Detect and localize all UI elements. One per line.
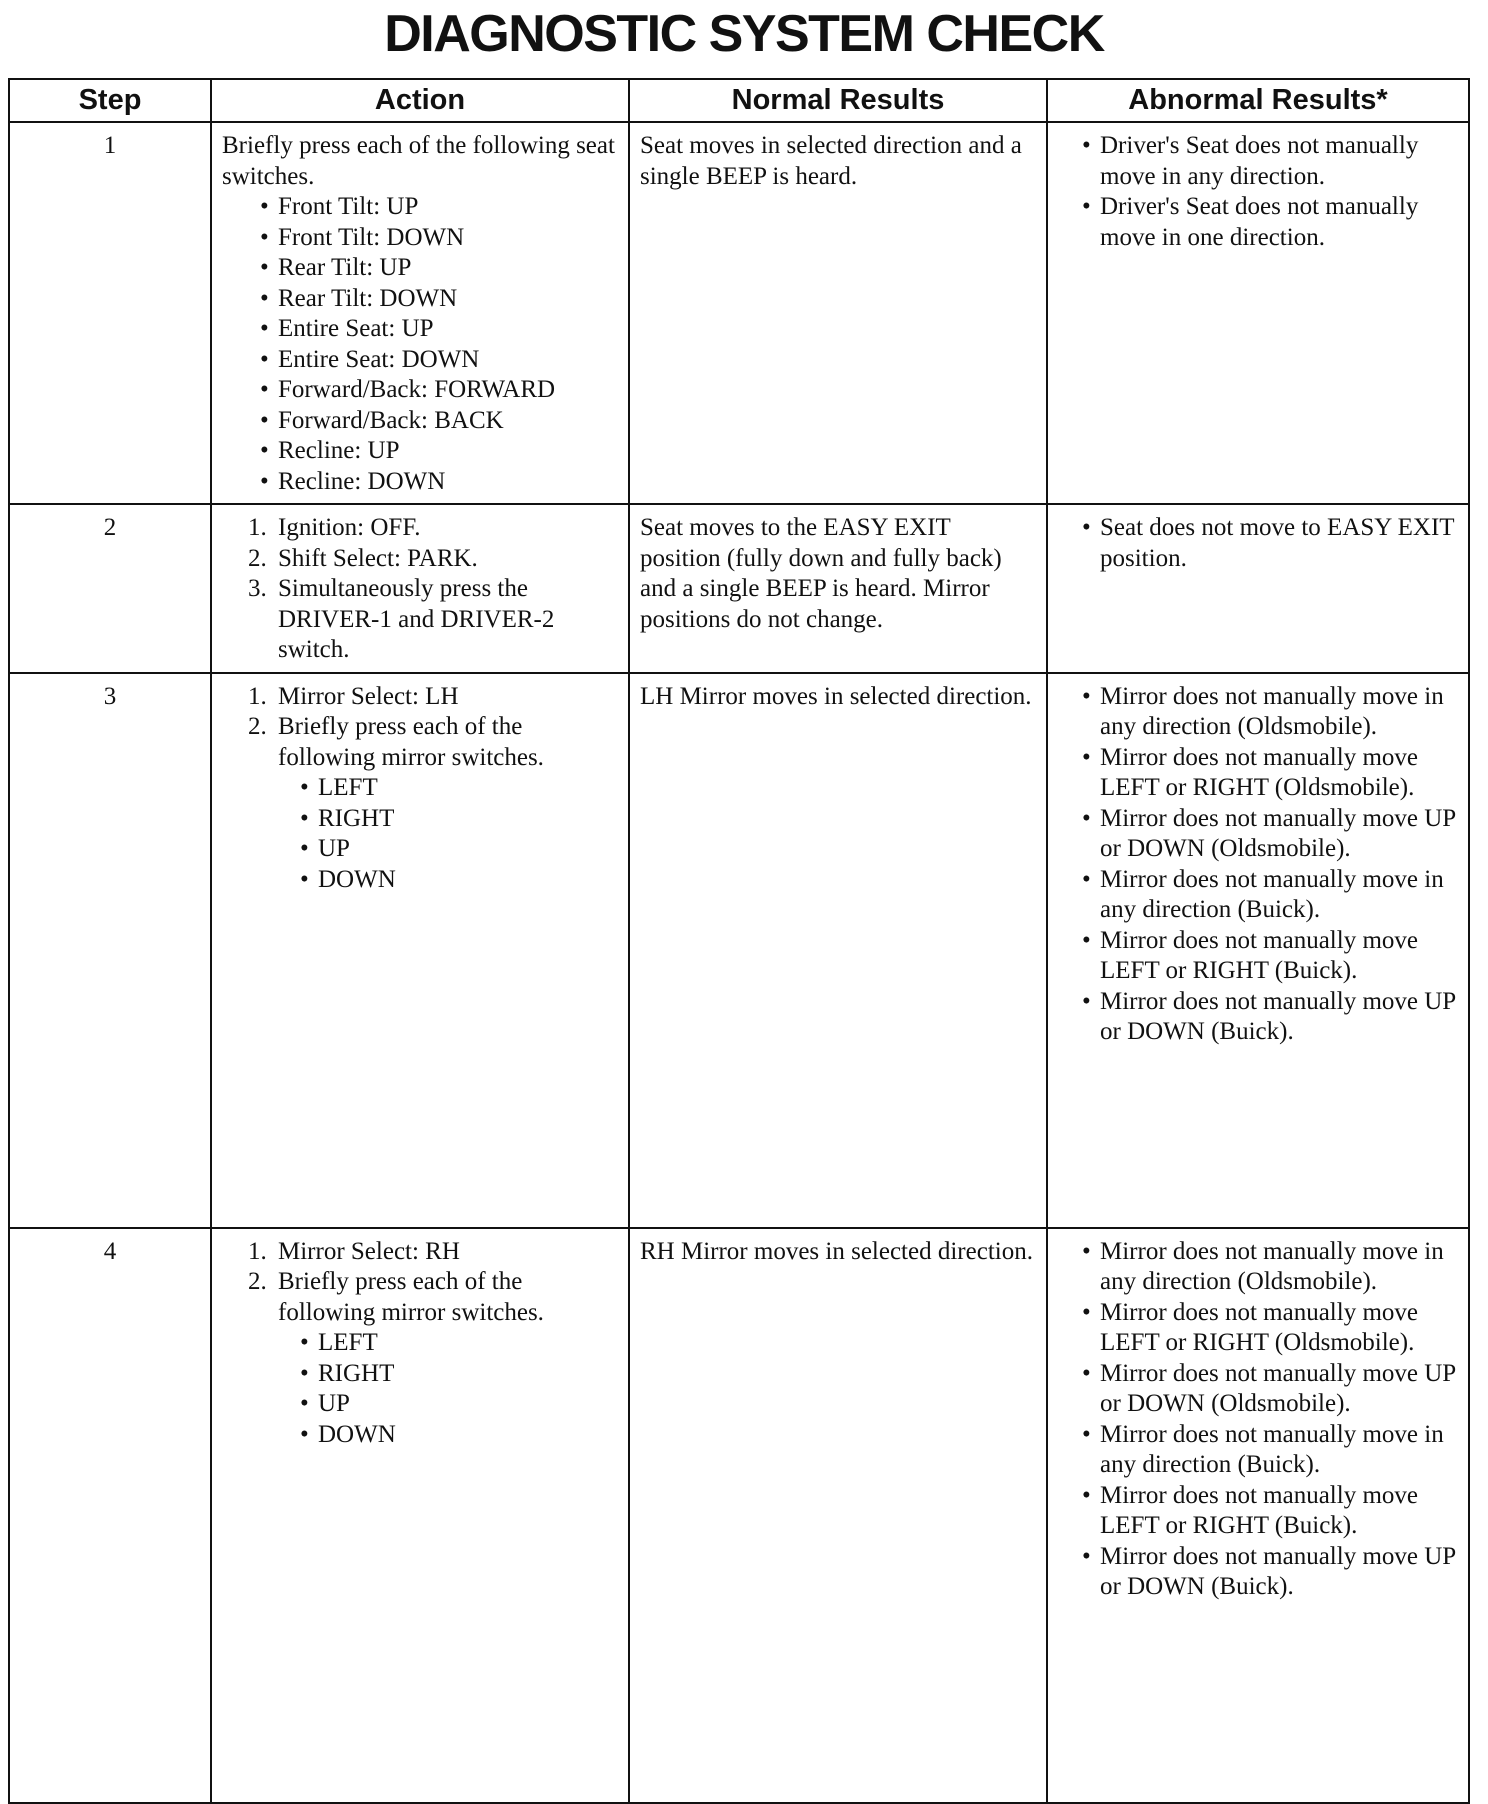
list-item: • Seat does not move to EASY EXIT position. (1082, 513, 1458, 574)
normal-results-cell: LH Mirror moves in selected direction. (629, 673, 1047, 1228)
list-item: • LEFT (300, 1328, 618, 1359)
abnormal-results-cell (1047, 504, 1469, 673)
step-list (222, 513, 618, 666)
list-item: • Mirror does not manually move in any direction (Oldsmobile). (1082, 1237, 1458, 1298)
table-row (9, 122, 1469, 504)
header-normal-results: Normal Results (629, 79, 1047, 122)
list-item: • Front Tilt: UP (260, 192, 618, 223)
header-abnormal-results: Abnormal Results* (1047, 79, 1469, 122)
list-item (248, 682, 618, 713)
list-item: • Mirror does not manually move in any direction (Buick). (1082, 1420, 1458, 1481)
list-item (248, 544, 618, 575)
action-cell (211, 673, 629, 1228)
list-item: • RIGHT (300, 1359, 618, 1390)
action-text: Briefly press each of the following seat switches. (222, 132, 615, 190)
list-number: 2. (248, 544, 267, 572)
abnormal-results-cell (1047, 1228, 1469, 1803)
list-item: • Driver's Seat does not manually move in one direction. (1082, 192, 1458, 253)
list-item: • Recline: UP (260, 436, 618, 467)
switch-list (278, 1328, 618, 1450)
list-item: • Rear Tilt: DOWN (260, 284, 618, 315)
list-number: 2. (248, 713, 267, 740)
list-item (248, 1267, 618, 1450)
list-item: • Forward/Back: BACK (260, 406, 618, 437)
abnormal-list (1058, 131, 1458, 253)
switch-list (278, 773, 618, 895)
list-item (248, 574, 618, 666)
normal-results-cell: Seat moves in selected direction and a single BEEP is heard. (629, 122, 1047, 504)
header-action: Action (211, 79, 629, 122)
action-cell (211, 122, 629, 504)
table-row (9, 673, 1469, 1228)
list-item: • Mirror does not manually move UP or DOWN (Buick). (1082, 987, 1458, 1048)
list-item (248, 712, 618, 895)
list-item: • Mirror does not manually move LEFT or RIGHT (Buick). (1082, 926, 1458, 987)
step-number: 1 (9, 122, 211, 504)
list-item (248, 1237, 618, 1268)
list-item: • Forward/Back: FORWARD (260, 375, 618, 406)
page-title: DIAGNOSTIC SYSTEM CHECK (384, 5, 1104, 63)
header-step: Step (9, 79, 211, 122)
action-cell (211, 504, 629, 673)
list-item: • Mirror does not manually move in any direction (Buick). (1082, 865, 1458, 926)
normal-results-cell: RH Mirror moves in selected direction. (629, 1228, 1047, 1803)
step-number: 3 (9, 673, 211, 1228)
list-text: Briefly press each of the following mirror switches. (278, 713, 544, 771)
list-text: Ignition: OFF. (278, 514, 421, 541)
list-item: • Recline: DOWN (260, 467, 618, 498)
table-row (9, 504, 1469, 673)
list-item: • Mirror does not manually move LEFT or RIGHT (Oldsmobile). (1082, 1298, 1458, 1359)
list-item: • LEFT (300, 773, 618, 804)
list-number: 2. (248, 1268, 267, 1295)
list-item (248, 513, 618, 544)
list-number: 1. (248, 514, 267, 541)
list-text: Mirror Select: RH (278, 1237, 460, 1265)
list-number: 3. (248, 575, 267, 602)
normal-results-cell: Seat moves to the EASY EXIT position (fully down and fully back) and a single BEEP is heard. Mirror positions do not change. (629, 504, 1047, 673)
list-item: • UP (300, 1389, 618, 1420)
list-item: • Front Tilt: DOWN (260, 223, 618, 254)
list-item: • Mirror does not manually move in any direction (Oldsmobile). (1082, 682, 1458, 743)
list-item: • Driver's Seat does not manually move in any direction. (1082, 131, 1458, 192)
list-item: • DOWN (300, 865, 618, 896)
list-item: • Mirror does not manually move UP or DOWN (Oldsmobile). (1082, 1359, 1458, 1420)
step-list (222, 1237, 618, 1451)
header-row (9, 79, 1469, 122)
abnormal-results-cell (1047, 673, 1469, 1228)
list-item: • RIGHT (300, 804, 618, 835)
list-text: Mirror Select: LH (278, 682, 459, 710)
action-cell (211, 1228, 629, 1803)
list-text: Briefly press each of the following mirror switches. (278, 1268, 544, 1326)
abnormal-results-cell (1047, 122, 1469, 504)
list-item: • Mirror does not manually move UP or DOWN (Oldsmobile). (1082, 804, 1458, 865)
list-number: 1. (248, 682, 267, 710)
step-number: 2 (9, 504, 211, 673)
step-list (222, 682, 618, 896)
diagnostic-table (8, 78, 1470, 1804)
table-row (9, 1228, 1469, 1803)
abnormal-list (1058, 513, 1458, 574)
list-item: • Mirror does not manually move LEFT or RIGHT (Oldsmobile). (1082, 743, 1458, 804)
abnormal-list (1058, 1237, 1458, 1603)
list-item: • Entire Seat: DOWN (260, 345, 618, 376)
list-item: • DOWN (300, 1420, 618, 1451)
switch-list (222, 192, 618, 497)
abnormal-list (1058, 682, 1458, 1048)
list-item: • Mirror does not manually move UP or DOWN (Buick). (1082, 1542, 1458, 1603)
list-text: Simultaneously press the DRIVER-1 and DRIVER-2 switch. (278, 575, 555, 663)
list-number: 1. (248, 1237, 267, 1265)
list-item: • UP (300, 834, 618, 865)
step-number: 4 (9, 1228, 211, 1803)
list-item: • Entire Seat: UP (260, 314, 618, 345)
list-item: • Rear Tilt: UP (260, 253, 618, 284)
list-item: • Mirror does not manually move LEFT or RIGHT (Buick). (1082, 1481, 1458, 1542)
list-text: Shift Select: PARK. (278, 544, 478, 572)
